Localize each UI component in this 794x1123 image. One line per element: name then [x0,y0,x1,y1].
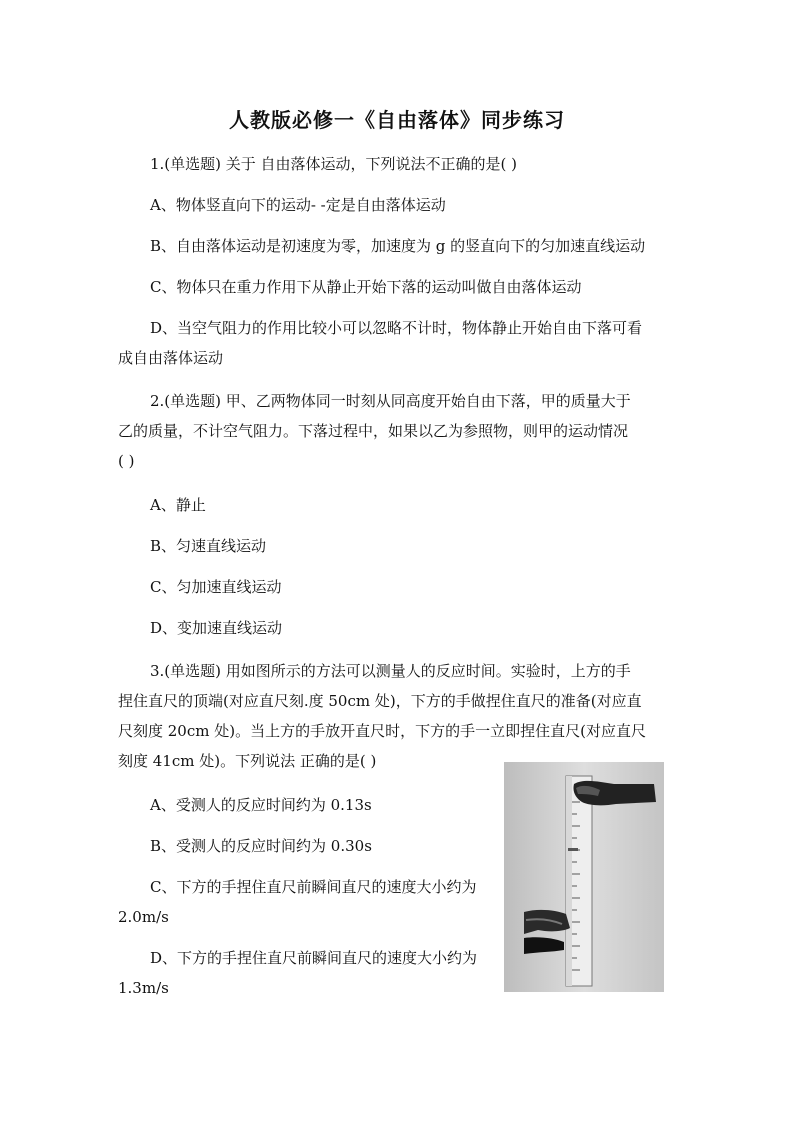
q3-stem-line: 刻度 41cm 处)。下列说法 正确的是( ) [118,752,377,770]
q3-stem-line: 尺刻度 20cm 处)。当上方的手放开直尺时，下方的手一立即捏住直尺(对应直尺 [118,722,646,740]
q3-option-a: A、受测人的反应时间约为 0.13s [150,796,372,814]
document-title: 人教版必修一《自由落体》同步练习 [229,108,565,132]
q2-stem-line: ( ) [118,452,135,470]
ruler-reaction-time-figure [504,762,664,992]
q1-option-d: D、当空气阻力的作用比较小可以忽略不计时，物体静止开始自由下落可看 [150,319,643,337]
q3-stem-line: 3.(单选题) 用如图所示的方法可以测量人的反应时间。实验时，上方的手 [150,662,631,680]
q3-option-b: B、受测人的反应时间约为 0.30s [150,837,372,855]
q2-stem-line: 乙的质量，不计空气阻力。下落过程中，如果以乙为参照物，则甲的运动情况 [118,422,629,440]
q2-option-b: B、匀速直线运动 [150,537,267,555]
ruler-hands-illustration [504,762,664,992]
q3-option-c-cont: 2.0m/s [118,908,169,926]
q3-option-d-cont: 1.3m/s [118,979,169,997]
q3-option-c: C、下方的手捏住直尺前瞬间直尺的速度大小约为 [150,878,477,896]
q1-option-d-cont: 成自由落体运动 [118,349,224,367]
q2-option-c: C、匀加速直线运动 [150,578,282,596]
q2-option-d: D、变加速直线运动 [150,619,283,637]
q3-option-d: D、下方的手捏住直尺前瞬间直尺的速度大小约为 [150,949,478,967]
q1-option-c: C、物体只在重力作用下从静止开始下落的运动叫做自由落体运动 [150,278,582,296]
q1-option-a: A、物体竖直向下的运动- -定是自由落体运动 [150,196,446,214]
q1-option-b: B、自由落体运动是初速度为零，加速度为 g 的竖直向下的匀加速直线运动 [150,237,646,255]
q3-stem-line: 捏住直尺的顶端(对应直尺刻.度 50cm 处)，下方的手做捏住直尺的准备(对应直 [118,692,642,710]
q2-option-a: A、静止 [150,496,206,514]
q2-stem-line: 2.(单选题) 甲、乙两物体同一时刻从同高度开始自由下落，甲的质量大于 [150,392,631,410]
q1-stem-line: 1.(单选题) 关于 自由落体运动，下列说法不正确的是( ) [150,155,518,173]
